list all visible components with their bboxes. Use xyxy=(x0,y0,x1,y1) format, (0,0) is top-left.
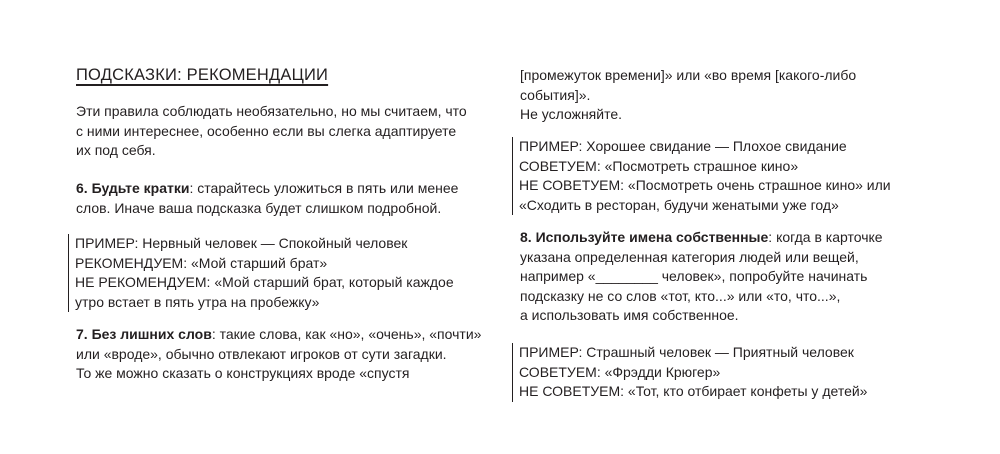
example-line: утро встает в пять утра на пробежку» xyxy=(75,293,320,310)
rule-7-text: Не усложняйте. xyxy=(520,106,623,122)
rule-7-text: : такие слова, как «но», «очень», «почти» xyxy=(211,326,482,342)
intro-paragraph xyxy=(76,102,496,161)
example-line: НЕ РЕКОМЕНДУЕМ: «Мой старший брат, который каждое xyxy=(75,274,454,290)
example-line: СОВЕТУЕМ: «Посмотреть страшное кино» xyxy=(519,157,799,174)
example-line: РЕКОМЕНДУЕМ: «Мой старший брат» xyxy=(75,254,328,271)
rule-8-title: 8. Используйте имена собственные xyxy=(520,229,769,245)
section-heading: ПОДСКАЗКИ: РЕКОМЕНДАЦИИ xyxy=(76,66,329,84)
example-line: ПРИМЕР: Нервный человек — Спокойный человек xyxy=(75,235,408,251)
rule-6-text: : старайтесь уложиться в пять или менее xyxy=(189,180,459,196)
rule-8-text: например «________ человек», попробуйте начинать xyxy=(520,268,868,284)
rule-7-text: события]». xyxy=(520,86,591,103)
rule-8-text: указана определенная категория людей или вещей, xyxy=(520,248,859,265)
rule-7 xyxy=(76,325,496,384)
rule-7-text: или «вроде», обычно отвлекают игроков от сути загадки. xyxy=(76,345,447,362)
intro-line: с ними интереснее, особенно если вы слегка адаптируете xyxy=(76,122,457,139)
example-8 xyxy=(512,343,939,402)
rule-7-text: То же можно сказать о конструкциях вроде «спустя xyxy=(76,365,410,381)
example-7 xyxy=(512,137,939,215)
example-line: ПРИМЕР: Страшный человек — Приятный человек xyxy=(519,344,854,360)
rule-7-text: [промежуток времени]» или «во время [какого-либо xyxy=(520,67,857,83)
rule-8-text: а использовать имя собственное. xyxy=(520,307,739,323)
rule-8-text: : когда в карточке xyxy=(768,229,883,245)
example-line: СОВЕТУЕМ: «Фрэдди Крюгер» xyxy=(519,363,721,380)
example-line: НЕ СОВЕТУЕМ: «Посмотреть очень страшное кино» или xyxy=(519,177,891,193)
rule-6 xyxy=(76,179,496,218)
rule-7-continued xyxy=(520,66,940,125)
example-line: «Сходить в ресторан, будучи женатыми уже год» xyxy=(519,196,839,213)
rule-8 xyxy=(520,228,940,326)
rule-8-text: подсказку не со слов «тот, кто...» или «то, что...», xyxy=(520,287,841,304)
example-line: ПРИМЕР: Хорошее свидание — Плохое свидание xyxy=(519,138,847,154)
rule-6-text: слов. Иначе ваша подсказка будет слишком подробной. xyxy=(76,199,442,216)
example-line: НЕ СОВЕТУЕМ: «Тот, кто отбирает конфеты у детей» xyxy=(519,383,868,399)
intro-line: Эти правила соблюдать необязательно, но мы считаем, что xyxy=(76,103,467,119)
intro-line: их под себя. xyxy=(76,142,156,158)
example-6 xyxy=(68,234,495,312)
rule-7-title: 7. Без лишних слов xyxy=(76,326,212,342)
rule-6-title: 6. Будьте кратки xyxy=(76,180,190,196)
